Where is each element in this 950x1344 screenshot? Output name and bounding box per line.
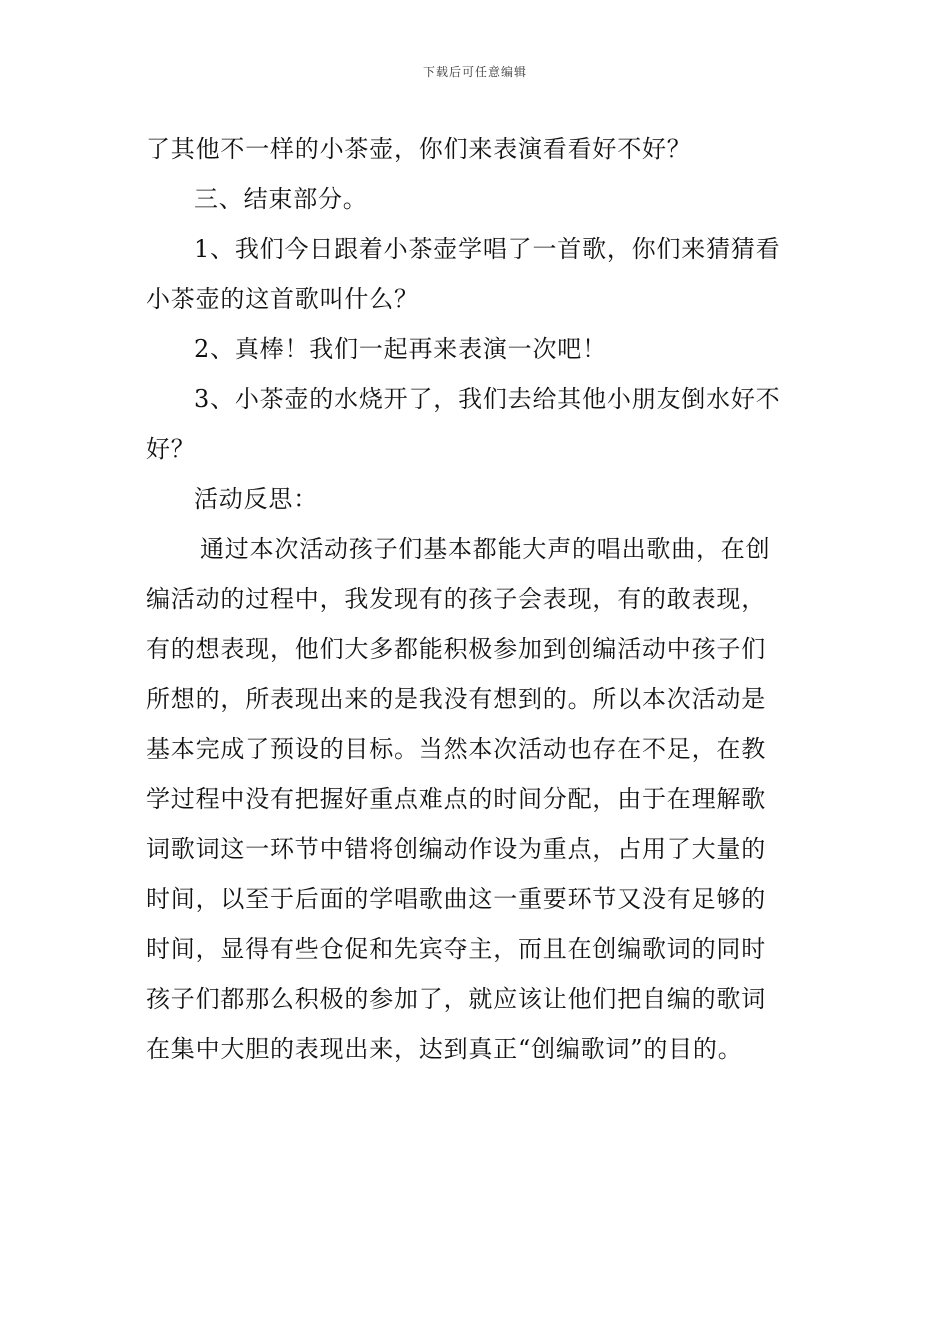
text-line: 所想的，所表现出来的是我没有想到的。所以本次活动是 [146,685,766,713]
text-line: 编活动的过程中，我发现有的孩子会表现，有的敢表现， [146,585,766,613]
text-line: 3、小茶壶的水烧开了，我们去给其他小朋友倒水好不 [194,385,781,413]
text-line: 小茶壶的这首歌叫什么？ [146,285,419,313]
text-line: 好？ [146,435,196,463]
text-line: 时间，显得有些仓促和先宾夺主，而且在创编歌词的同时 [146,935,766,963]
page-header: 下载后可任意编辑 [422,65,527,79]
section-heading: 三、结束部分。 [194,185,368,213]
text-line: 有的想表现，他们大多都能积极参加到创编活动中孩子们 [146,635,766,663]
text-line: 孩子们都那么积极的参加了，就应该让他们把自编的歌词 [146,985,766,1013]
text-line: 时间，以至于后面的学唱歌曲这一重要环节又没有足够的 [146,885,766,913]
text-line: 了其他不一样的小茶壶，你们来表演看看好不好？ [146,135,692,163]
text-line: 2、真棒！我们一起再来表演一次吧！ [194,335,607,363]
text-line: 学过程中没有把握好重点难点的时间分配，由于在理解歌 [146,785,766,813]
text-line: 1、我们今日跟着小茶壶学唱了一首歌，你们来猜猜看 [194,235,781,263]
text-line: 基本完成了预设的目标。当然本次活动也存在不足，在教 [146,735,766,763]
text-line: 在集中大胆的表现出来，达到真正“创编歌词”的目的。 [146,1035,743,1063]
text-line: 词歌词这一环节中错将创编动作设为重点，占用了大量的 [146,835,766,863]
section-heading: 活动反思： [194,485,318,513]
text-line: 通过本次活动孩子们基本都能大声的唱出歌曲，在创 [200,535,771,563]
